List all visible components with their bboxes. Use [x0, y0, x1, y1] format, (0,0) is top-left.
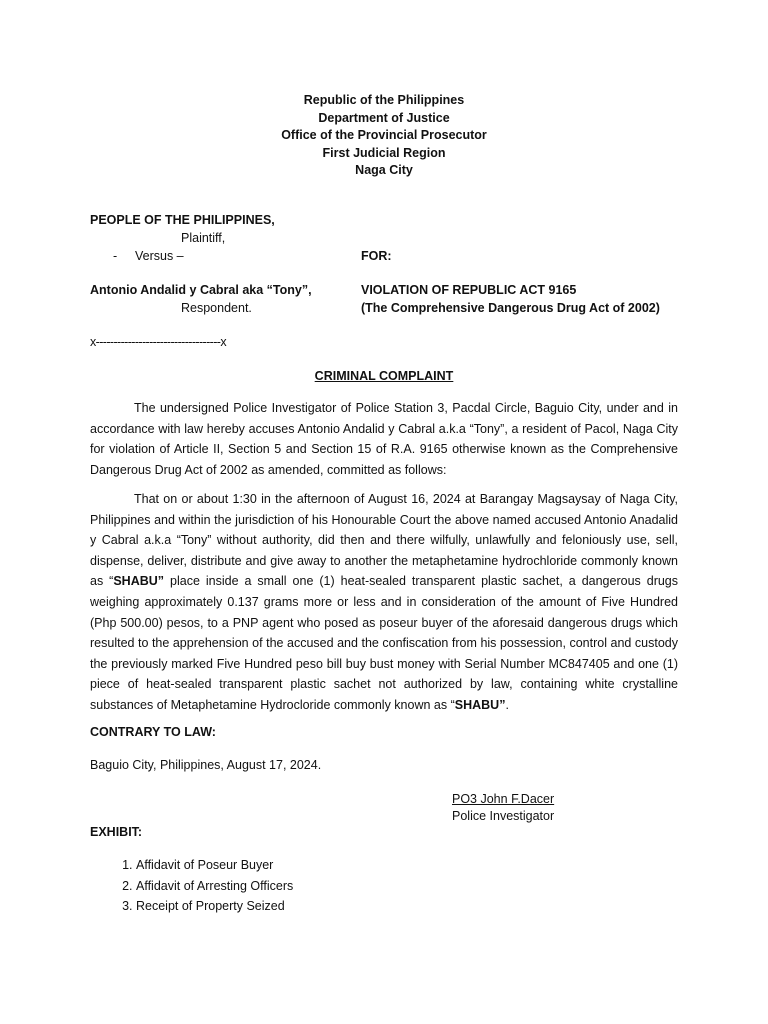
respondent-role: Respondent. [181, 301, 252, 315]
caption-separator: x-----------------------------------x [90, 335, 226, 349]
signatory-title: Police Investigator [452, 809, 555, 823]
facts-text-1: That on or about 1:30 in the afternoon of August 16, 2024 at Barangay Magsaysay of Naga City, Philippines and within the jurisdiction of his Honourable Court the above named accused Antonio Anadalid y Cabral a.k.a “Tony” without authority, did then and there wilfully, unlawfully and feloniously use, sell, dispense, deliver, distribute and give away to another the metaphetamine hydrochloride commonly known as “ [90, 492, 678, 589]
document-header [0, 92, 768, 180]
versus-dash: - [113, 249, 118, 263]
facts-text-3: . [505, 697, 509, 712]
exhibit-label: EXHIBIT: [90, 825, 143, 839]
facts-shabu-1: SHABU” [113, 574, 165, 589]
exhibit-item: 2. Affidavit of Arresting Officers [136, 876, 293, 897]
exhibit-item: 1. Affidavit of Poseur Buyer [136, 855, 293, 876]
header-region: First Judicial Region [322, 145, 446, 160]
versus-label: Versus – [135, 249, 184, 263]
paragraph-accusation: The undersigned Police Investigator of Police Station 3, Pacdal Circle, Baguio City, under and in accordance with law hereby accuses Antonio Andalid y Cabral a.k.a “Tony”, a resident of Pacol, Naga City for violation of Article II, Section 5 and Section 15 of R.A. 9165 otherwise known as the Comprehensive Dangerous Drug Act of 2002 as amended, committed as follows: [90, 401, 678, 477]
violation-title: VIOLATION OF REPUBLIC ACT 9165 [361, 283, 577, 297]
contrary-to-law: CONTRARY TO LAW: [90, 725, 216, 739]
plaintiff-name: PEOPLE OF THE PHILIPPINES, [90, 213, 275, 227]
header-office: Office of the Provincial Prosecutor [281, 128, 487, 142]
respondent-name: Antonio Andalid y Cabral aka “Tony”, [90, 283, 312, 297]
exhibit-list [90, 855, 293, 917]
signatory-name: PO3 John F.Dacer [452, 792, 555, 806]
header-department: Department of Justice [318, 110, 450, 125]
plaintiff-role: Plaintiff, [181, 231, 226, 245]
for-label: FOR: [361, 249, 392, 263]
header-republic: Republic of the Philippines [303, 93, 465, 107]
header-city: Naga City [355, 163, 413, 177]
paragraph-facts [90, 489, 678, 716]
violation-subtitle: (The Comprehensive Dangerous Drug Act of 2002) [361, 301, 660, 315]
exhibit-item: 3. Receipt of Property Seized [136, 896, 293, 917]
complaint-title: CRIMINAL COMPLAINT [314, 369, 454, 383]
facts-text-2: place inside a small one (1) heat-sealed transparent plastic sachet, a dangerous drugs weighing approximately 0.137 grams more or less and in consideration of the amount of Five Hundred (Php 500.00) pesos, to a PNP agent who posed as poseur buyer of the aforesaid dangerous drugs which resulted to the apprehension of the accused and the confiscation from his possession, control and custody the previously marked Five Hundred peso bill buy bust money with Serial Number MC847405 and one (1) piece of heat-sealed transparent plastic sachet not authorized by law, containing white crystalline substances of Metaphetamine Hydrocloride commonly known as “ [90, 574, 679, 712]
place-date: Baguio City, Philippines, August 17, 2024. [90, 758, 322, 772]
facts-shabu-2: SHABU” [454, 697, 506, 712]
